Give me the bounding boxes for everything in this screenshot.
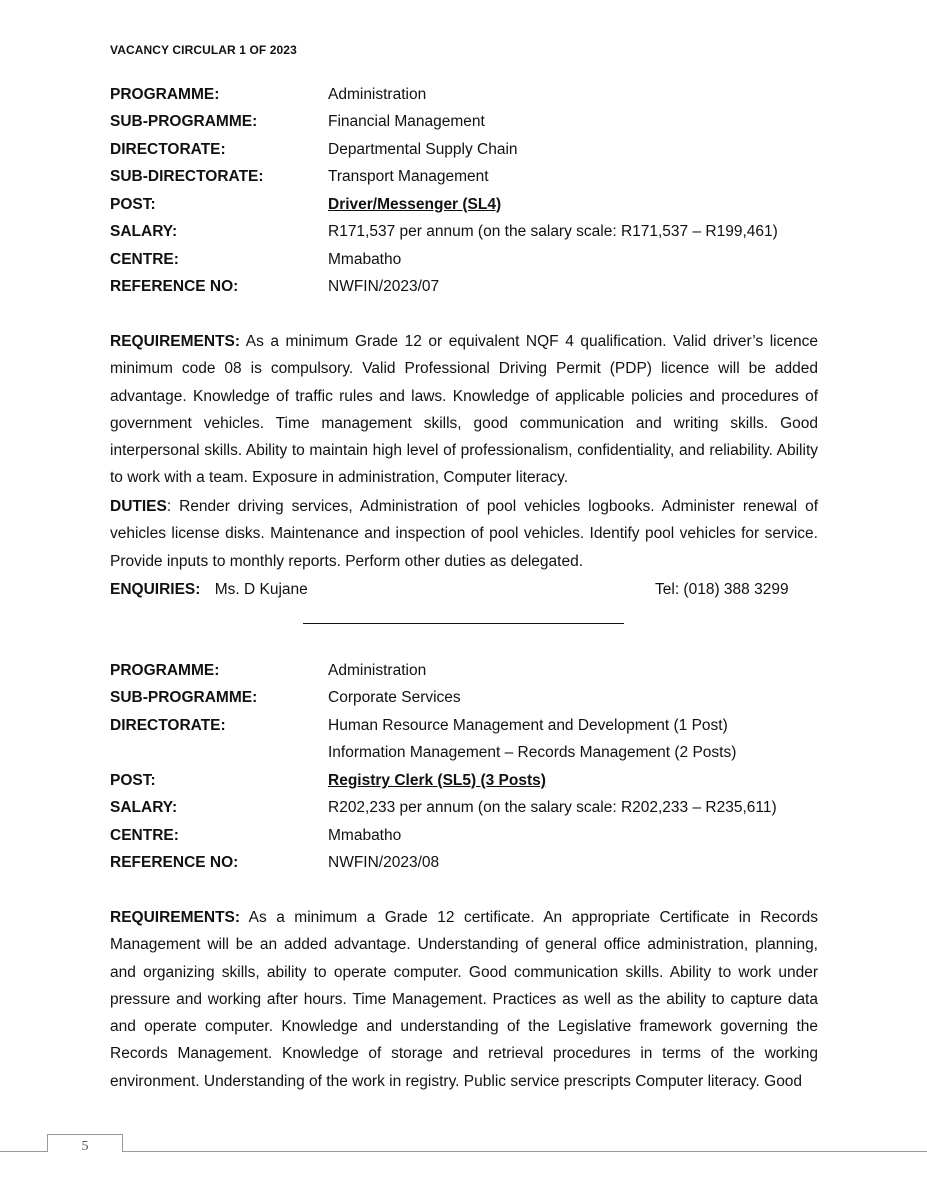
field-label: CENTRE:: [110, 250, 179, 268]
post1-requirements: [110, 328, 818, 492]
field-label: SALARY:: [110, 799, 178, 817]
post2-requirements: [110, 904, 818, 1095]
field-label: PROGRAMME:: [110, 661, 220, 679]
field-value: Mmabatho: [328, 250, 402, 268]
post2-directorate-row: [110, 712, 820, 740]
field-value: Financial Management: [328, 113, 485, 131]
field-label: POST:: [110, 771, 156, 789]
field-value: NWFIN/2023/08: [328, 854, 440, 872]
field-value: R202,233 per annum (on the salary scale: R202,233 – R235,611): [328, 799, 777, 817]
post1-centre-row: [110, 246, 820, 274]
post1-programme-row: [110, 81, 820, 109]
post2-reference-row: [110, 850, 820, 878]
post2-post-row: [110, 767, 820, 795]
post1-subprogramme-row: [110, 109, 820, 137]
field-label: SUB-DIRECTORATE:: [110, 168, 264, 186]
field-value: Information Management – Records Management (2 Posts): [328, 744, 737, 762]
post2-centre-row: [110, 822, 820, 850]
field-value: R171,537 per annum (on the salary scale: R171,537 – R199,461): [328, 223, 778, 241]
requirements-label: REQUIREMENTS:: [110, 333, 241, 350]
post1-duties: [110, 493, 818, 575]
field-label: SUB-PROGRAMME:: [110, 113, 258, 131]
post1-fields: [110, 81, 820, 301]
field-value: Transport Management: [328, 168, 489, 186]
field-value: Human Resource Management and Development (1 Post): [328, 716, 728, 734]
post2-salary-row: [110, 795, 820, 823]
field-label: POST:: [110, 195, 156, 213]
requirements-text: As a minimum a Grade 12 certificate. An appropriate Certificate in Records Management will be an added advantage. Understanding of general office administration, planning, and organizing skills, ability to operate computer. Good communication skills. Ability to work under pressure and working after hours. Time Management. Practices as well as the ability to capture data and operate computer. Knowledge and understanding of the Legislative framework governing the Records Management. Knowledge of storage and retrieval procedures in terms of the working environment. Understanding of the work in registry. Public service prescripts Computer literacy. Good: [110, 909, 818, 1090]
field-label: PROGRAMME:: [110, 85, 220, 103]
field-label: SALARY:: [110, 223, 178, 241]
requirements-text: As a minimum Grade 12 or equivalent NQF 4 qualification. Valid driver’s licence minimum code 08 is compulsory. Valid Professional Driving Permit (PDP) licence will be added advantage. Knowledge of traffic rules and laws. Knowledge of applicable policies and procedures of government vehicles. Time management skills, good communication and writing skills. Good interpersonal skills. Ability to maintain high level of professionalism, confidentiality, and reliability. Ability to work with a team. Exposure in administration, Computer literacy.: [110, 333, 818, 487]
field-label: DIRECTORATE:: [110, 140, 226, 158]
duties-label: DUTIES: [110, 498, 167, 515]
field-label: REFERENCE NO:: [110, 278, 239, 296]
page-number: 5: [47, 1134, 123, 1152]
post1-subdirectorate-row: [110, 164, 820, 192]
post2-directorate-row-2: [110, 740, 820, 768]
field-value: Administration: [328, 85, 427, 103]
post1-enquiries: [110, 576, 810, 603]
post-title: Driver/Messenger (SL4): [328, 195, 502, 213]
enquiries-label: ENQUIRIES:: [110, 581, 201, 598]
circular-title: VACANCY CIRCULAR 1 OF 2023: [110, 43, 297, 57]
duties-text: : Render driving services, Administration of pool vehicles logbooks. Administer renewal of vehicles license disks. Maintenance and inspection of pool vehicles. Identify pool vehicles for service. Provide inputs to monthly reports. Perform other duties as delegated.: [110, 498, 818, 570]
post1-reference-row: [110, 274, 820, 302]
post2-fields: [110, 657, 820, 877]
enquiries-name: Ms. D Kujane: [214, 581, 308, 598]
section-divider: [303, 623, 624, 624]
field-value: Departmental Supply Chain: [328, 140, 518, 158]
post1-directorate-row: [110, 136, 820, 164]
post2-programme-row: [110, 657, 820, 685]
field-value: Administration: [328, 661, 427, 679]
post-title: Registry Clerk (SL5) (3 Posts): [328, 771, 546, 789]
requirements-label: REQUIREMENTS:: [110, 909, 241, 926]
post2-subprogramme-row: [110, 685, 820, 713]
footer-rule: [0, 1151, 927, 1152]
post1-post-row: [110, 191, 820, 219]
field-value: Mmabatho: [328, 826, 402, 844]
field-label: SUB-PROGRAMME:: [110, 689, 258, 707]
field-value: NWFIN/2023/07: [328, 278, 440, 296]
post1-salary-row: [110, 219, 820, 247]
enquiries-tel: Tel: (018) 388 3299: [655, 581, 789, 598]
field-label: DIRECTORATE:: [110, 716, 226, 734]
field-label: REFERENCE NO:: [110, 854, 239, 872]
field-value: Corporate Services: [328, 689, 461, 707]
field-label: CENTRE:: [110, 826, 179, 844]
